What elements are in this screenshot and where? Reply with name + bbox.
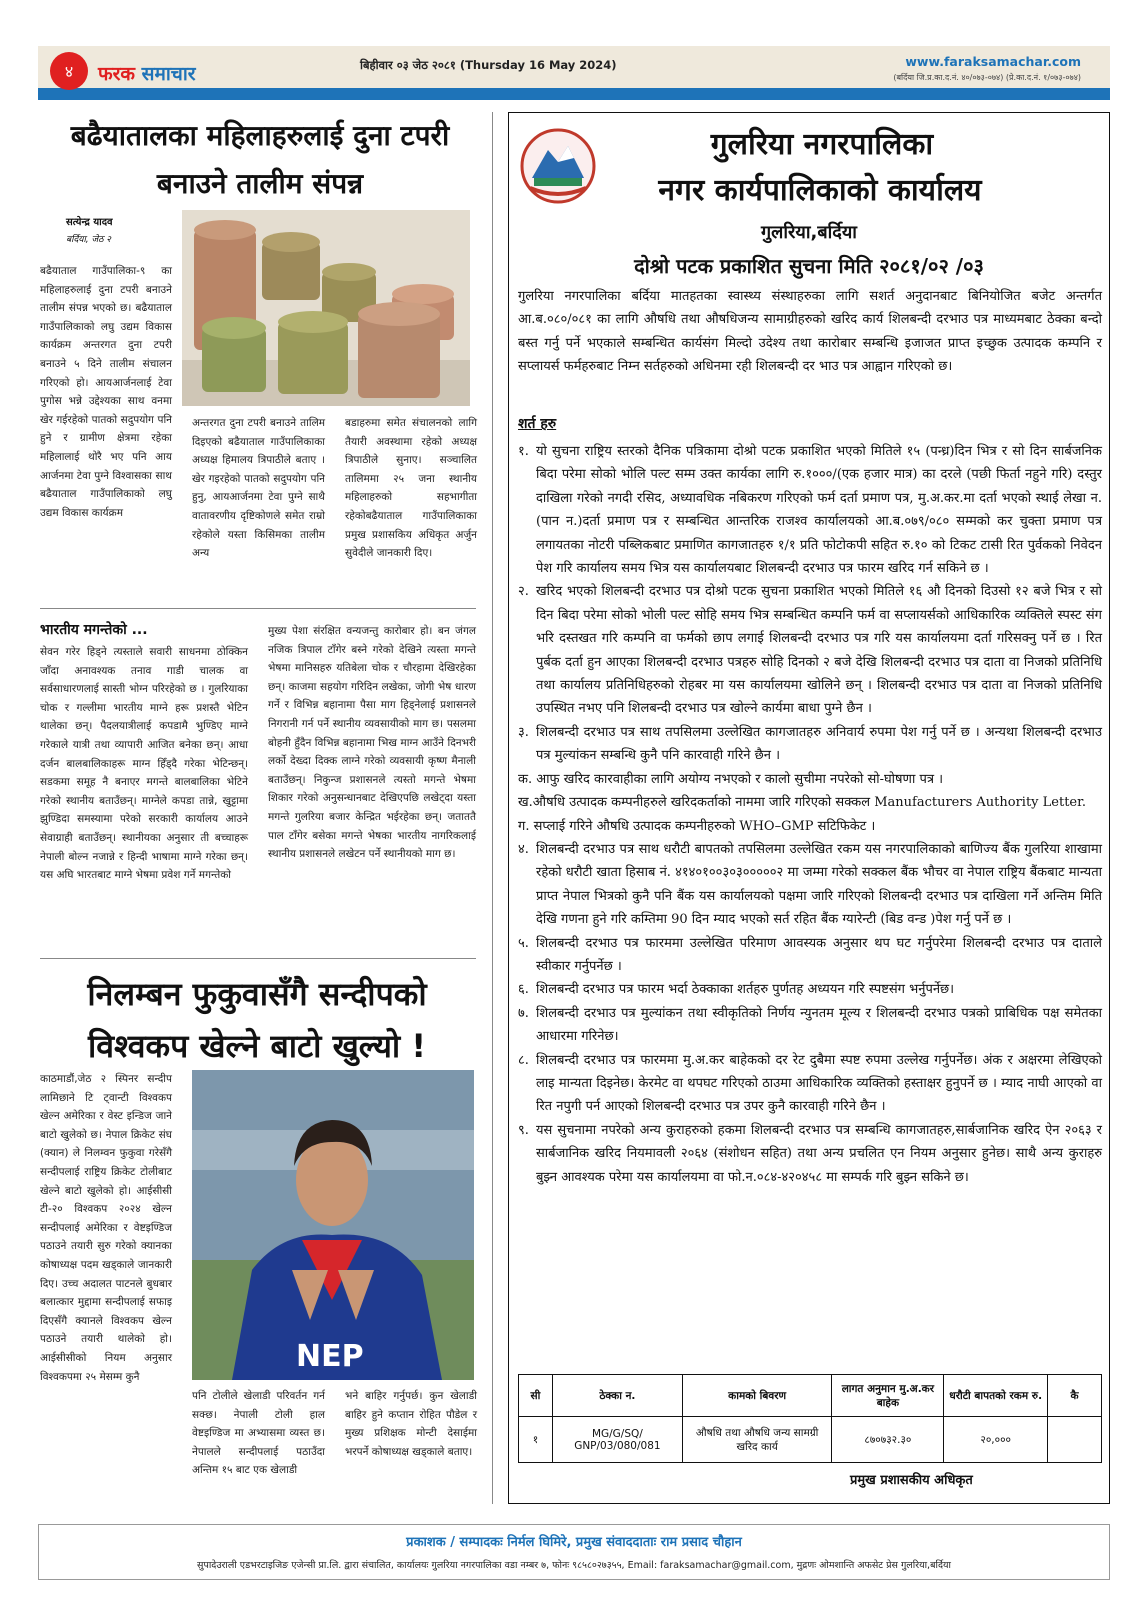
- notice-intro: गुलरिया नगरपालिका बर्दिया मातहतका स्वास्थ्य संस्थाहरुका लागि सशर्त अनुदानबाट बिनियोजित बजेट अन्तर्गत आ.ब.०८०/०८१ का लागि औषधि तथा औषधिजन्य सामाग्रीहरुको खरिद कार्य शिलबन्दी दरभाउ पत्र माध्यमबाट ठेक्का बन्दो बस्त गर्नु पर्ने भएकाले सम्बन्धित कार्यसंग मिल्दो उदेश्य तथा कारोबार सम्बन्धि इजाजत प्राप्त इच्छुक उत्पादक कम्पनि र सप्लायर्स फर्महरुबाट निम्न सर्तहरुको अधिनमा रही शिलबन्दी दर भाउ पत्र आह्वान गरिएको छ।: [518, 289, 1102, 374]
- website-link[interactable]: www.faraksamachar.com: [905, 54, 1081, 69]
- article1-column-1: बढैयाताल गाउँपालिका-९ का महिलाहरुलाई दुना टपरी बनाउने तालीम संपन्न भएको छ। बढैयाताल गाउँपालिकाको लघु उद्यम विकास कार्यक्रम अन्तरगत दुना टपरी बनाउने ५ दिने तालीम संचालन गरिएको हो। आयआर्जनलाई टेवा पुगोस भन्ने उद्देश्यका साथ वनमा खेर गईरहेको पातको सदुपयोग पनि हुने र ग्रामीण क्षेत्रमा रहेका महिलालाई थोरै भए पनि आय आर्जनमा टेवा पुग्ने विश्वासका साथ बढैयाताल गाउँपालिकाको लघु उद्यम विकास कार्यक्रम: [40, 265, 172, 519]
- table-header: ठेक्का न.: [552, 1375, 682, 1417]
- masthead-accent-stripe: [38, 88, 1110, 100]
- subterm-item: ख.औषधि उत्पादक कम्पनीहरुले खरिदकर्ताको नाममा जारि गरिएको सक्कल Manufacturers Authority Letter.: [518, 795, 1087, 811]
- table-cell: MG/G/SQ/ GNP/03/080/081: [552, 1417, 682, 1463]
- table-cell: औषधि तथा औषधि जन्य सामग्री खरिद कार्य: [682, 1417, 832, 1463]
- term-number: ९.: [518, 1122, 529, 1138]
- term-text: शिलबन्दी दरभाउ पत्र साथ तपसिलमा उल्लेखित कागजातहरु अनिवार्य रुपमा पेश गर्नु पर्ने छ । अन्यथा शिलबन्दी दरभाउ पत्र मुल्यांकन सम्बन्धि कुनै पनि कारवाही गरिने छैन ।: [536, 724, 1102, 764]
- table-header: लागत अनुमान मु.अ.कर बाहेक: [832, 1375, 944, 1417]
- registration-info: (बर्दिया जि.प्र.का.द.नं. ४०/०७३-०७४) (प्रे.का.द.नं. १/०७३-०७४): [893, 73, 1081, 82]
- tender-table: [518, 1374, 1102, 1463]
- term-number: ३.: [518, 724, 529, 740]
- article1-headline: बढैयातालका महिलाहरुलाई दुना टपरी बनाउने तालीम संपन्न: [70, 119, 450, 200]
- article2-headline: भारतीय मगन्तेको ...: [40, 622, 148, 638]
- org-name: गुलरिया नगरपालिका: [710, 127, 934, 162]
- subterm-item: क. आफु खरिद कारवाहीका लागि अयोग्य नभएको र कालो सुचीमा नपरेको सो-घोषणा पत्र ।: [518, 771, 944, 787]
- term-text: यस सुचनामा नपरेको अन्य कुराहरुको हकमा शिलबन्दी दरभाउ पत्र सम्बन्धि कागजातहरु,सार्बजानिक खरिद ऐन २०६३ र सार्बजानिक खरिद नियमावली २०६४ (संशोधन सहित) तथा अन्य प्रचलित एन नियम अनुसार हुनेछ। साथै अन्य कुराहरु बुझ्न आवश्यक परेमा यस कार्यालयमा वा फो.न.०८४-४२०४५८ मा सम्पर्क गरि बुझ्न सकिने छ।: [536, 1122, 1102, 1185]
- term-item: [518, 580, 1102, 720]
- article3-headline: निलम्बन फुकुवासँगै सन्दीपको विश्वकप खेल्ने बाटो खुल्यो !: [87, 975, 427, 1065]
- term-number: ७.: [518, 1005, 529, 1021]
- term-number: १.: [518, 444, 529, 459]
- section-divider: [40, 958, 476, 959]
- term-item: [518, 721, 1102, 768]
- subterm-item: ग. सप्लाई गरिने औषधि उत्पादक कम्पनीहरुको WHO–GMP सटिफिकेट ।: [518, 818, 876, 834]
- term-text: शिलबन्दी दरभाउ पत्र मुल्यांकन तथा स्वीकृतिको निर्णय न्युनतम मूल्य र शिलबन्दी दरभाउ पत्रको प्राबिधिक पक्ष समेतका आधारमा गरिनेछ।: [536, 1005, 1102, 1045]
- column-divider: [492, 112, 493, 1504]
- signatory-title: प्रमुख प्रशासकीय अधिकृत: [850, 1473, 973, 1488]
- table-cell: [1048, 1417, 1102, 1463]
- table-header-row: [519, 1375, 1102, 1417]
- term-number: २.: [518, 584, 529, 600]
- term-item: [518, 978, 1102, 1001]
- article1-dateline: बर्दिया, जेठ २: [66, 235, 111, 245]
- term-number: ५.: [518, 935, 529, 951]
- article1-column-3: बडाहरुमा समेत संचालनको लागि तैयारी अवस्थामा रहेको अध्यक्ष त्रिपाठीले सुनाए। सञ्चालित तालिममा २५ जना स्थानीय महिलाहरुको सहभागीता रहेकोबढैयाताल गाउँपालिकाका प्रमुख प्रशासकिय अधिकृत अर्जुन सुवेदीले जानकारी दिए।: [345, 417, 477, 560]
- term-number: ६.: [518, 982, 529, 998]
- term-text: शिलबन्दी दरभाउ पत्र फारममा उल्लेखित परिमाण आवस्यक अनुसार थप घट गर्नुपरेमा शिलबन्दी दरभाउ पत्र दाताले स्वीकार गर्नुपर्नेछ ।: [536, 935, 1102, 974]
- term-item: [518, 440, 1102, 580]
- table-header: सी: [519, 1375, 553, 1417]
- footer-publisher: प्रकाशक / सम्पादकः निर्मल घिमिरे, प्रमुख संवाददाताः राम प्रसाद चौहान: [406, 1535, 742, 1550]
- article3-column-1: काठमाडौं,जेठ २ स्पिनर सन्दीप लामिछाने टि ट्वान्टी विश्वकप खेल्न अमेरिका र वेस्ट इन्डिज जाने बाटो खुलेको छ। नेपाल क्रिकेट संघ (क्यान) ले निलम्वन फुकुवा गरेसँगै सन्दीपलाई राष्ट्रिय क्रिकेट टोलीबाट खेल्ने बाटो खुलेको हो। आईसीसी टी-२० विश्वकप २०२४ खेल्न सन्दीपलाई अमेरिका र वेष्टइण्डिज पठाउने तयारी सुरु गरेको क्यानका कोषाध्यक्ष पदम खड्काले जानकारी दिए। उच्च अदालत पाटनले बुधबार बलात्कार मुद्दामा सन्दीपलाई सफाइ दिएसँगै क्यानले विश्वकप खेल्न पठाउने तयारी थालेको हो। आईसीसीको नियम अनुसार विश्वकपमा २५ मेसम्म कुनै: [40, 1073, 172, 1383]
- article2-column-1: सेवन गरेर हिड्ने त्यस्ताले सवारी साधनमा ठोक्किन जाँदा अनावश्यक तनाव गाडी चालक वा सर्वसाधारणलाई सास्ती भोग्न परिरहेको छ । गुलरियाका चोक र गल्लीमा भारतीय माग्ने हरू प्रशस्तै भेटिन थालेका छन्। पैदलयात्रीलाई कपडामै भुण्डिए माग्ने गरेकाले यात्री तथा व्यापारी आजित बनेका छन्। आधा दर्जन बालबालिकाहरू माग्न हिँड्दै गरेका भेटिन्छन्। सडकमा समूह नै बनाएर मगन्ते बालबालिका भेटिने गरेको स्थानीय बताउँछन्। माग्नेले कपडा तान्ने, खुट्टामा झुण्डिदा समस्यामा परेको सरकारी कार्यालय आउने सेवाग्राही बताउँछन्। स्थानीयका अनुसार ती बच्चाहरू नेपाली बोल्न नजान्ने र हिन्दी भाषामा माग्ने गरेका छन्। यस अघि भारतबाट माग्ने भेषमा प्रवेश गर्ने मगन्तेको: [40, 646, 248, 882]
- term-item: [518, 1002, 1102, 1049]
- term-text: शिलबन्दी दरभाउ पत्र फारममा मु.अ.कर बाहेकको दर रेट दुबैमा स्पष्ट रुपमा उल्लेख गर्नुपर्नेछ। अंक र अक्षरमा लेखिएको लाइ मान्यता दिइनेछ। केरमेट वा थपघट गरिएको ठाउमा आधिकारिक व्यक्तिको हस्ताक्षर हुनुपर्ने छ । म्याद नाघी आएको वा रित नपुगी पर्न आएको शिलबन्दी दरभाउ पत्र उपर कुनै कारवाही गरिने छैन ।: [536, 1052, 1102, 1115]
- terms-heading: शर्त हरु: [518, 416, 557, 432]
- table-header: धरौटी बापतको रकम रु.: [944, 1375, 1048, 1417]
- article1-column-2: अन्तरगत दुना टपरी बनाउने तालिम दिइएको बढैयाताल गाउँपालिकाका अध्यक्ष हिमालय त्रिपाठीले बताए । खेर गइरहेको पातको सदुपयोग पनि हुनु, आयआर्जनमा टेवा पुग्ने साथै वातावरणीय दृष्टिकोणले समेत राम्रो रहेकोले यस्ता किसिमका तालीम अन्य: [192, 417, 325, 560]
- article3-column-2: पनि टोलीले खेलाडी परिवर्तन गर्न सक्छ। नेपाली टोली हाल वेष्टइण्डिज मा अभ्यासमा व्यस्त छ। नेपालले सन्दीपलाई पठाउँदा अन्तिम १५ बाट एक खेलाडी: [192, 1390, 325, 1477]
- term-text: यो सुचना राष्ट्रिय स्तरको दैनिक पत्रिकामा दोश्रो पटक प्रकाशित भएको मितिले १५ (पन्ध्र)दिन भित्र र सो दिन सार्बजनिक बिदा परेमा सोको भोलि पल्ट सम्म उक्त कार्यका लागि रु.१०००/(एक हजार मात्र) का दरले (पछी फिर्ता नहुने गरि) दस्तुर दाखिला गरेको नगदी रसिद, अध्यावधिक नबिकरण गरिएको फर्म दर्ता प्रमाण पत्र, मु.अ.कर.मा दर्ता भएको स्थाई लेखा न.(पान न.)दर्ता प्रमाण पत्र र सम्बन्धित आन्तरिक राजश्व कार्यालयको आ.ब.०७९/०८० सम्मको कर चुक्ता प्रमाण पत्र लगायतका नोटरी पब्लिकबाट प्रमाणित कागजातहरु १/१ प्रति फोटोकपी सहित रु.१० को टिकट टासी रित पुर्वकको निवेदन पेश गरि कार्यालय समय भित्र यस कार्यालयबाट शिलबन्दी दरभाउ पत्र फारम खरिद गर्न सकिने छ ।: [536, 444, 1102, 577]
- footer-details: सुपादेउराली एडभरटाइजिङ एजेन्सी प्रा.लि. द्वारा संचालित, कार्यालयः गुलरिया नगरपालिका वडा नम्बर ७, फोनः ९८५८०२७३५५, Email: faraksamachar@gmail.com, मुद्रणः ओमशान्ति अफसेट प्रेस गुलरिया,बर्दिया: [197, 1560, 951, 1571]
- article2-column-2: मुख्य पेशा संरक्षित वन्यजन्तु कारोबार हो। बन जंगल नजिक त्रिपाल टाँगेर बस्ने गरेको देखिने त्यस्ता मगन्ते भेषमा मानिसहरु यतिबेला चोक र चौरहामा देखिरहेका छन्। काजमा सहयोग गरिदिन लखेका, जोगी भेष धारण गर्ने र विभिन्न बहानामा पैसा माग हिड्नेलाई प्रशासनले निगरानी गर्न पर्ने स्थानीय व्यवसायीको माग छ। पसलमा बोहनी हुँदैन विभिन्न बहानामा भिख माग्न आउँने दिनभरी लर्को देख्दा दिक्क लाग्ने गरेको व्यवसायी कृष्ण मैनाली बताउँछन्। निकुन्ज प्रशासनले त्यस्तो मगन्ते भेषमा शिकार गरेको अनुसन्धानबाट देखिएपछि लखेट्दा यस्ता मगन्ते गुलरिया बजार केन्द्रित भईरहेका छन्। जताततै पाल टाँगेर बसेका मगन्ते भेषका भारतीय नागरिकलाई स्थानीय प्रशासनले लखेटन पर्ने स्थानीयको माग छ।: [268, 625, 476, 861]
- term-text: शिलबन्दी दरभाउ पत्र साथ धरौटी बापतको तपसिलमा उल्लेखित रकम यस नगरपालिकाको बाणिज्य बैंक गुलरिया शाखामा रहेको धरौटी खाता हिसाब नं. ४१४०१००३०३०००००२ मा जम्मा गरेको सक्कल बैंक भौचर वा नेपाल राष्ट्रिय बैंकबाट मान्यता प्राप्त नेपाल भित्रको कुनै पनि बैंक यस कार्यालयको पक्षमा जारि गरिएको शिलबन्दी दरभाउ पत्र दाखिला गर्ने अन्तिम मिति देखि गणना हुने गरि कम्तिमा 90 दिन म्याद भएको सर्त रहित बैंक ग्यारेन्टी (बिड वन्ड )पेश गर्नु पर्ने छ ।: [536, 841, 1102, 928]
- term-item: [518, 1119, 1102, 1189]
- notice-title: दोश्रो पटक प्रकाशित सुचना मिति २०८१/०२ /०३: [634, 254, 984, 278]
- table-header: कामको बिवरण: [682, 1375, 832, 1417]
- office-name: नगर कार्यपालिकाको कार्यालय: [658, 173, 982, 208]
- article3-column-3: भने बाहिर गर्नुपर्छ। कुन खेलाडी बाहिर हुने कप्तान रोहित पौडेल र मुख्य प्रशिक्षक मोन्टी देसाईमा भरपर्ने कोषाध्यक्ष खड्काले बताए।: [345, 1390, 477, 1458]
- term-number: ४.: [518, 841, 529, 857]
- page-number-badge: ४: [50, 52, 88, 90]
- term-text: खरिद भएको शिलबन्दी दरभाउ पत्र दोश्रो पटक सुचना प्रकाशित भएको मितिले १६ औ दिनको दिउसो १२ बजे भित्र र सो दिन बिदा परेमा सोको भोली पल्ट सोहि समय भित्र सम्बन्धित कम्पनि फर्म वा सप्लायर्सको आधिकारिक व्यक्तिले स्पस्ट संग भरि दस्तखत गरि कम्पनि वा फर्मको छाप लगाई शिलबन्दी दरभाउ पत्र गरि यस कार्यालयमा दर्ता गरिसक्नु पर्ने छ । रित पुर्बक दर्ता हुन आएका शिलबन्दी दरभाउ पत्रहरु सोहि दिनको २ बजे देखि शिलबन्दी दरभाउ पत्र दाता वा निजको प्रतिनिधि तथा कार्यालय प्रतिनिधिहरुको रोहबर मा यस कार्यालयमा खोलिने छन् । शिलबन्दी दरभाउ पत्र दाता वा निजको प्रतिनिधि उपस्थित नभए पनि शिलबन्दी दरभाउ पत्र खोल्ने कार्यमा बाधा पुग्ने छैन ।: [536, 584, 1102, 717]
- term-number: ८.: [518, 1052, 529, 1068]
- leaf-plates-photo: [182, 210, 470, 406]
- table-cell: ८७०७३२.३०: [832, 1417, 944, 1463]
- article1-author: सत्येन्द्र यादव: [66, 217, 113, 228]
- terms-list: [518, 440, 1102, 1189]
- cricketer-photo: [192, 1070, 474, 1380]
- table-row: [519, 1417, 1102, 1463]
- issue-date: बिहीवार ०३ जेठ २०८१ (Thursday 16 May 2024): [360, 58, 617, 72]
- term-text: शिलबन्दी दरभाउ पत्र फारम भर्दा ठेक्काका शर्तहरु पुर्णतह अध्ययन गरि स्पष्टसंग भर्नुपर्नेछ।: [536, 982, 955, 998]
- table-cell: १: [519, 1417, 553, 1463]
- term-item: [518, 838, 1102, 932]
- table-header: कै: [1048, 1375, 1102, 1417]
- table-cell: २०,०००: [944, 1417, 1048, 1463]
- brand-name-part1: फरक: [98, 63, 136, 85]
- section-divider: [40, 608, 476, 609]
- jersey-text: NEP: [296, 1339, 364, 1374]
- brand-logo: [98, 60, 196, 86]
- term-item: [518, 1049, 1102, 1119]
- brand-name-part2: समाचार: [141, 63, 196, 85]
- term-item: [518, 932, 1102, 979]
- office-location: गुलरिया,बर्दिया: [761, 222, 857, 243]
